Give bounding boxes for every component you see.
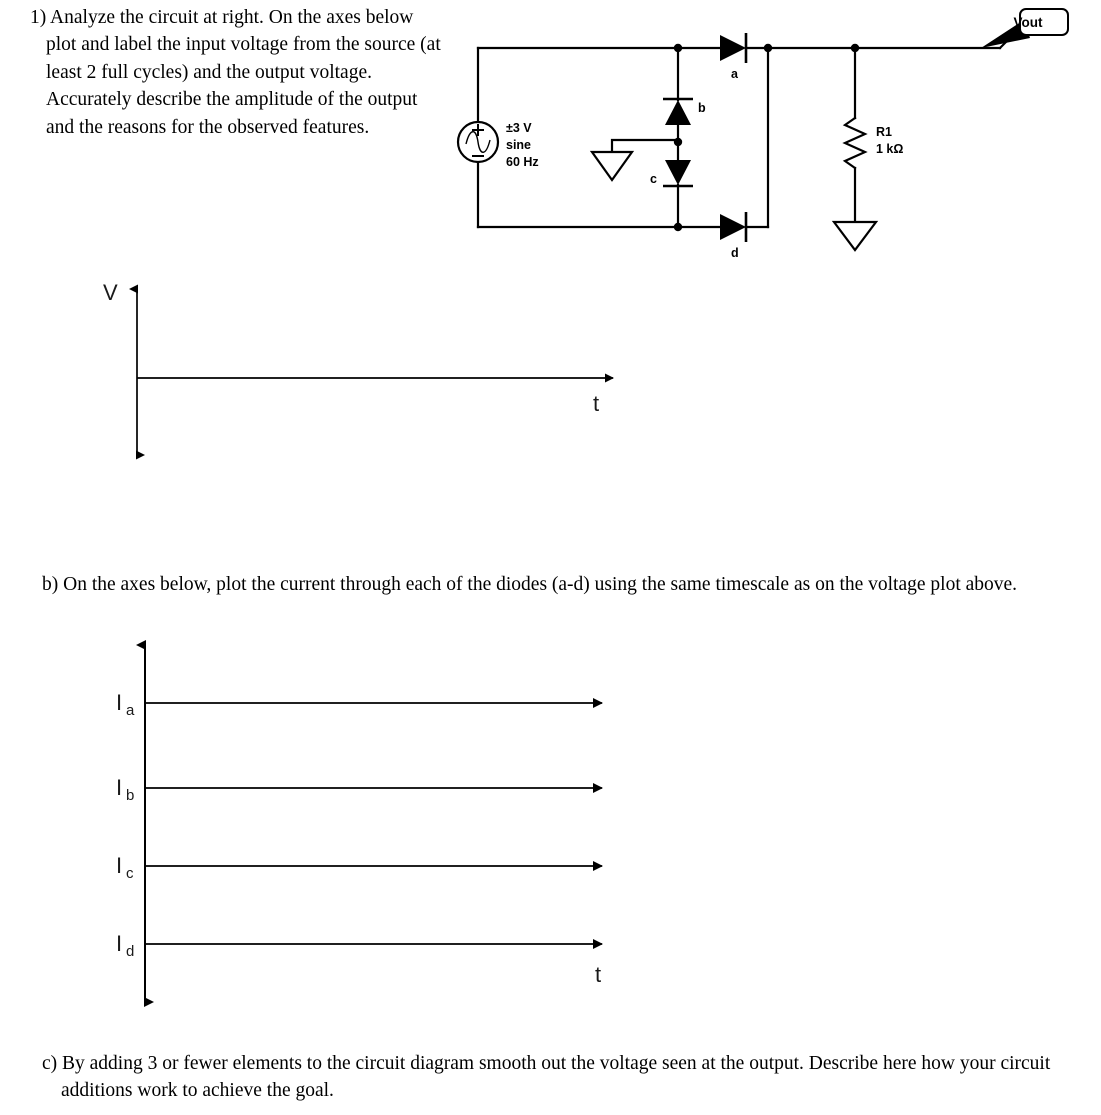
diode-b-label: b	[698, 101, 706, 115]
resistor-r1-symbol	[845, 118, 865, 168]
current-axis-x-label: t	[595, 962, 602, 987]
voltage-axis-y-label: V	[103, 280, 118, 305]
source-amplitude-label: ±3 V	[506, 121, 532, 135]
current-label-d-sub: d	[126, 943, 135, 960]
diode-c-triangle	[665, 160, 691, 185]
source-frequency-label: 60 Hz	[506, 155, 539, 169]
junction-dot-bottom-center	[674, 223, 682, 231]
ground-symbol-center	[592, 152, 632, 180]
current-label-d-base: I	[116, 931, 123, 956]
junction-dot-top-center	[674, 44, 682, 52]
junction-dot-ground-center	[674, 138, 682, 146]
diode-d-label: d	[731, 246, 739, 260]
current-label-b-sub: b	[126, 787, 135, 804]
diode-c-label: c	[650, 172, 657, 186]
voltage-plot-axes	[95, 275, 655, 480]
current-label-b-base: I	[116, 775, 123, 800]
vout-label: Vout	[1013, 15, 1043, 30]
wire-ground-stub	[612, 140, 678, 152]
voltage-axis-x-label: t	[593, 391, 600, 416]
current-plot-axes	[100, 632, 640, 1022]
circuit-diagram	[440, 0, 1060, 290]
resistor-name-label: R1	[876, 125, 892, 139]
current-label-a-base: I	[116, 690, 123, 715]
diode-d-triangle	[720, 214, 746, 240]
ground-symbol-r1	[834, 222, 876, 250]
current-label-c-sub: c	[126, 865, 134, 882]
question-1-text: 1) Analyze the circuit at right. On the axes below plot and label the input voltage from the source (at least 2 full cycles) and the output voltage. Accurately describe the amplitude of the output and the reasons for the observed features.	[30, 7, 441, 138]
current-label-a-sub: a	[126, 702, 135, 719]
diode-b-triangle	[665, 100, 691, 125]
diode-a-label: a	[731, 67, 738, 81]
part-c-text: c) By adding 3 or fewer elements to the circuit diagram smooth out the voltage seen at the output. Describe here how your circuit additions work to achieve the goal.	[42, 1053, 1051, 1102]
diode-a-triangle	[720, 35, 746, 61]
resistor-value-label: 1 kΩ	[876, 142, 904, 156]
junction-dot-output-left	[764, 44, 772, 52]
source-waveform-label: sine	[506, 138, 532, 152]
part-b-text: b) On the axes below, plot the current through each of the diodes (a-d) using the same timescale as on the voltage plot above.	[42, 574, 1018, 595]
current-label-c-base: I	[116, 853, 123, 878]
